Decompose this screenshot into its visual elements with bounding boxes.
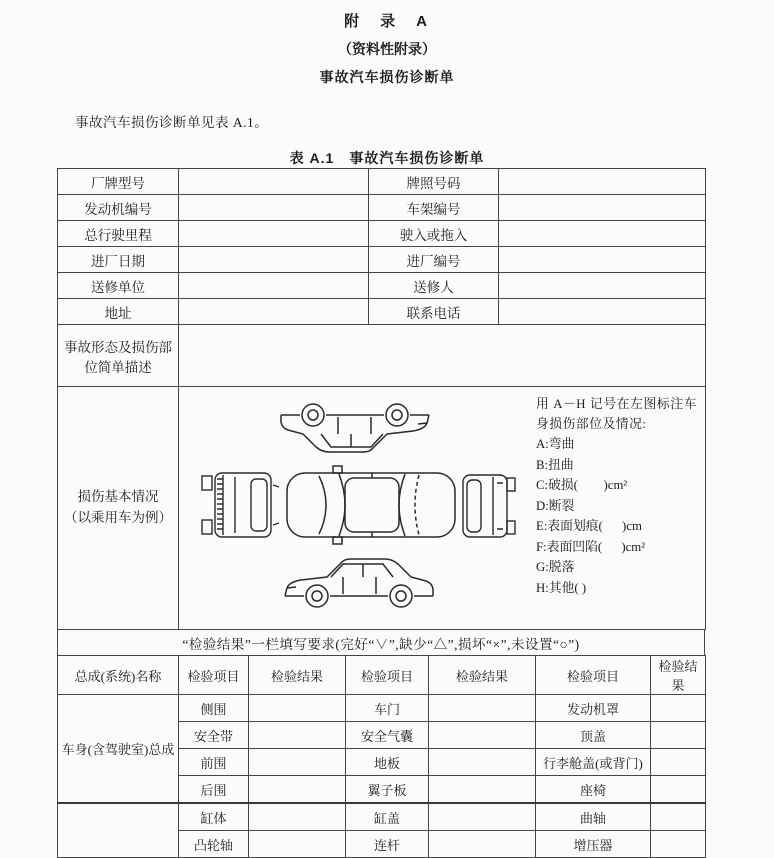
damage-overview-row — [58, 387, 706, 630]
inspection-result-blank — [249, 749, 346, 776]
table-row — [58, 803, 706, 831]
info-label: 发动机编号 — [58, 195, 179, 221]
legend-intro: 用 A－H 记号在左图标注车身损伤部位及情况: — [536, 397, 697, 431]
info-value-blank — [179, 195, 369, 221]
result-instruction-table — [57, 629, 705, 656]
column-header: 检验结果 — [651, 656, 706, 695]
info-label: 总行驶里程 — [58, 221, 179, 247]
inspection-result-blank — [429, 803, 536, 831]
legend-item: G:脱落 — [536, 560, 575, 574]
inspection-result-blank — [651, 803, 706, 831]
inspection-item: 座椅 — [536, 776, 651, 804]
inspection-item: 顶盖 — [536, 722, 651, 749]
inspection-result-blank — [651, 831, 706, 858]
column-header: 总成(系统)名称 — [58, 656, 179, 695]
inspection-result-blank — [429, 695, 536, 722]
info-label: 送修单位 — [58, 273, 179, 299]
vehicle-info-table — [57, 168, 706, 630]
appendix-title: 附 录 A — [344, 13, 430, 30]
info-value-blank — [499, 169, 706, 195]
table-row — [58, 221, 706, 247]
table-row — [58, 299, 706, 325]
table-row — [58, 169, 706, 195]
column-header: 检验项目 — [536, 656, 651, 695]
info-label: 驶入或拖入 — [369, 221, 499, 247]
inspection-item: 前围 — [179, 749, 249, 776]
legend-item: B:扭曲 — [536, 457, 574, 472]
column-header: 检验结果 — [429, 656, 536, 695]
inspection-result-blank — [429, 776, 536, 804]
inspection-result-blank — [651, 776, 706, 804]
info-label: 地址 — [58, 299, 179, 325]
inspection-result-blank — [651, 749, 706, 776]
info-label: 进厂编号 — [369, 247, 499, 273]
column-header: 检验结果 — [249, 656, 346, 695]
info-value-blank — [179, 247, 369, 273]
table-caption: 表 A.1 事故汽车损伤诊断单 — [289, 150, 485, 166]
column-header: 检验项目 — [346, 656, 429, 695]
diagnosis-form — [57, 168, 705, 858]
car-front-view-diagram — [199, 471, 291, 539]
inspection-item: 缸盖 — [346, 803, 429, 831]
inspection-item: 行李舱盖(或背门) — [536, 749, 651, 776]
accident-description-label: 事故形态及损伤部位简单描述 — [58, 325, 179, 387]
inspection-item: 发动机罩 — [536, 695, 651, 722]
info-value-blank — [499, 247, 706, 273]
result-fill-instruction: “检验结果”一栏填写要求(完好“∨”,缺少“△”,损坏“×”,未设置“○”) — [58, 630, 705, 656]
info-label: 送修人 — [369, 273, 499, 299]
inspection-result-blank — [249, 695, 346, 722]
assembly-group-name — [58, 803, 179, 858]
info-value-blank — [499, 221, 706, 247]
inspection-item: 地板 — [346, 749, 429, 776]
appendix-subtitle: （资料性附录） — [338, 41, 436, 57]
info-value-blank — [179, 273, 369, 299]
inspection-item: 曲轴 — [536, 803, 651, 831]
table-row — [58, 273, 706, 299]
damage-label-line1: 损伤基本情况 — [77, 489, 159, 505]
inspection-item: 连杆 — [346, 831, 429, 858]
info-value-blank — [499, 195, 706, 221]
inspection-item: 安全带 — [179, 722, 249, 749]
appendix-header — [0, 0, 774, 87]
legend-item: F:表面凹陷( )cm² — [536, 539, 646, 554]
table-row — [58, 247, 706, 273]
info-label: 进厂日期 — [58, 247, 179, 273]
damage-overview-cell — [179, 387, 706, 630]
legend-item: C:破损( )cm² — [536, 478, 628, 492]
inspection-item: 增压器 — [536, 831, 651, 858]
column-header: 检验项目 — [179, 656, 249, 695]
inspection-result-blank — [429, 722, 536, 749]
damage-label-line2: （以乘用车为例） — [64, 510, 172, 525]
info-value-blank — [179, 169, 369, 195]
legend-item: H:其他( ) — [536, 580, 587, 595]
info-value-blank — [499, 299, 706, 325]
inspection-result-blank — [651, 695, 706, 722]
inspection-item: 车门 — [346, 695, 429, 722]
info-label: 厂牌型号 — [58, 169, 179, 195]
car-side-view-diagram — [279, 549, 439, 615]
info-label: 联系电话 — [369, 299, 499, 325]
car-rear-view-diagram — [457, 473, 517, 539]
damage-code-legend — [526, 387, 705, 629]
inspection-header-row — [58, 656, 706, 695]
inspection-item: 翼子板 — [346, 776, 429, 804]
intro-paragraph: 事故汽车损伤诊断单见表 A.1。 — [75, 115, 269, 130]
legend-item: E:表面划痕( )cm — [536, 519, 642, 533]
inspection-result-blank — [249, 831, 346, 858]
assembly-group-name: 车身(含驾驶室)总成 — [58, 695, 179, 804]
inspection-result-blank — [429, 749, 536, 776]
car-inverted-side-view-diagram — [275, 397, 435, 461]
inspection-result-blank — [249, 776, 346, 804]
inspection-table — [57, 655, 706, 858]
inspection-item: 缸体 — [179, 803, 249, 831]
inspection-item: 侧围 — [179, 695, 249, 722]
legend-item: D:断裂 — [536, 498, 575, 513]
inspection-item: 凸轮轴 — [179, 831, 249, 858]
table-row — [58, 630, 705, 656]
inspection-result-blank — [651, 722, 706, 749]
table-row — [58, 195, 706, 221]
inspection-result-blank — [249, 722, 346, 749]
table-row — [58, 695, 706, 722]
info-value-blank — [179, 221, 369, 247]
car-diagrams — [179, 387, 526, 629]
inspection-result-blank — [249, 803, 346, 831]
info-value-blank — [179, 299, 369, 325]
car-top-view-diagram — [285, 465, 457, 545]
info-label: 牌照号码 — [369, 169, 499, 195]
inspection-item: 安全气囊 — [346, 722, 429, 749]
appendix-heading: 事故汽车损伤诊断单 — [319, 69, 455, 85]
inspection-item: 后围 — [179, 776, 249, 804]
inspection-result-blank — [429, 831, 536, 858]
accident-description-row — [58, 325, 706, 387]
info-value-blank — [499, 273, 706, 299]
legend-item: A:弯曲 — [536, 437, 575, 451]
accident-description-blank — [179, 325, 706, 387]
info-label: 车架编号 — [369, 195, 499, 221]
damage-overview-label — [58, 387, 179, 630]
